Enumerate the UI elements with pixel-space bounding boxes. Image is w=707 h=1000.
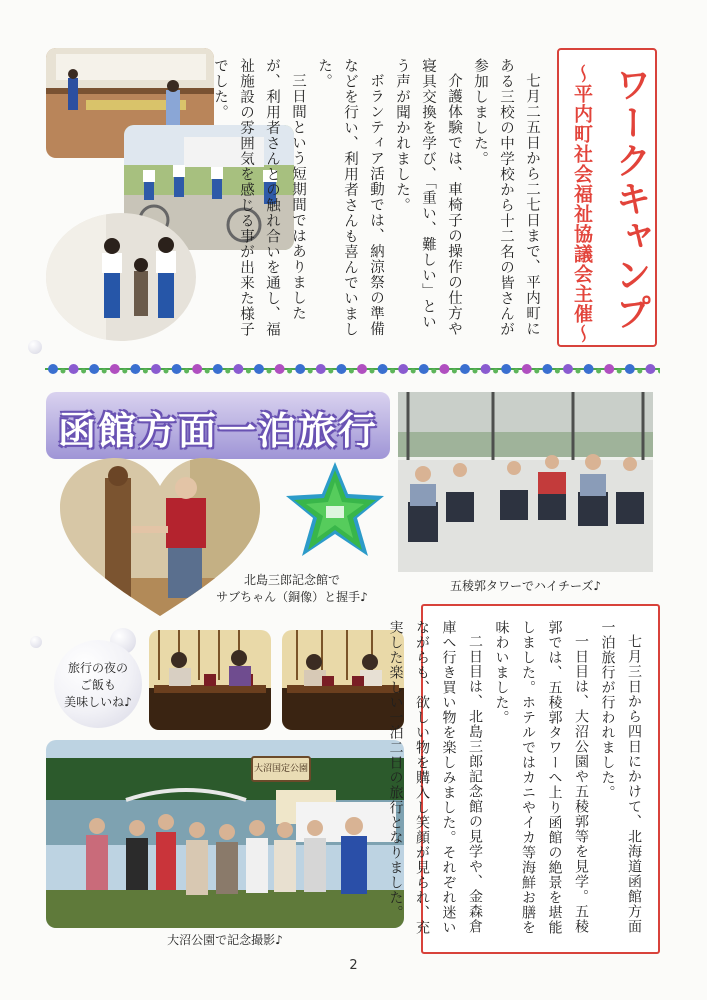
leaf-decoration [349, 369, 354, 374]
flower-decoration [254, 364, 264, 374]
work-camp-paragraph: 三日間という短期間ではありましたが、利用者さんとの触れ合いを通し、福祉施設の雰囲気を感じる事が出来た様子でした。 [212, 58, 306, 337]
leaf-decoration [473, 369, 478, 374]
flower-decoration [398, 364, 408, 374]
leaf-decoration [452, 369, 457, 374]
trip-paragraph: 二日目は、北島三郎記念館の見学や、金森倉庫へ行き買い物を楽しみました。それぞれ迷いながらも、欲しい物を購入し笑顔が見られ、充実した楽しい一泊二日の旅行となりました。 [387, 620, 483, 935]
work-camp-subtitle: ～平内町社会福祉協議会主催～ [571, 64, 593, 344]
leaf-decoration [617, 369, 622, 374]
trip-body [387, 620, 647, 938]
leaf-decoration [596, 369, 601, 374]
page-number: 2 [349, 958, 358, 973]
flower-decoration [89, 364, 99, 374]
leaf-decoration [514, 369, 519, 374]
bubble-deco [28, 340, 42, 354]
flower-decoration [584, 364, 594, 374]
leaf-decoration [431, 369, 436, 374]
flower-decoration [295, 364, 305, 374]
leaf-decoration [267, 369, 272, 374]
flower-decoration [645, 364, 655, 374]
flower-decoration [378, 364, 388, 374]
flower-decoration [460, 364, 470, 374]
flower-decoration [419, 364, 429, 374]
trip-paragraph: 七月三日から四日にかけて、北海道函館方面一泊旅行が行われました。 [599, 620, 642, 934]
work-camp-body [212, 58, 545, 343]
leaf-decoration [61, 369, 66, 374]
flower-decoration [439, 364, 449, 374]
flower-decoration [563, 364, 573, 374]
flower-decoration [357, 364, 367, 374]
leaf-decoration [370, 369, 375, 374]
leaf-decoration [534, 369, 539, 374]
leaf-decoration [246, 369, 251, 374]
flower-decoration [69, 364, 79, 374]
flower-decoration [275, 364, 285, 374]
leaf-decoration [205, 369, 210, 374]
leaf-decoration [328, 369, 333, 374]
flower-decoration [233, 364, 243, 374]
tower-photo [398, 392, 653, 572]
leaf-decoration [308, 369, 313, 374]
park-caption: 大沼公園で記念撮影♪ [167, 933, 283, 947]
work-camp-paragraph: ボランティア活動では、納涼祭の準備などを行い、利用者さんも喜んでいました。 [316, 58, 384, 337]
bedmaking-photo [46, 213, 196, 341]
flower-decoration [522, 364, 532, 374]
work-camp-paragraph: 介護体験では、車椅子の操作の仕方や寝具交換を学び、「重い、難しい」という声が聞かれました。 [394, 58, 462, 336]
dinner-bubble [54, 640, 142, 728]
flower-decoration [625, 364, 635, 374]
leaf-decoration [122, 369, 127, 374]
work-camp-title: ワークキャンプ [610, 66, 651, 332]
flower-decoration [172, 364, 182, 374]
bubble-deco [30, 636, 42, 648]
leaf-decoration [637, 369, 642, 374]
flower-decoration [316, 364, 326, 374]
statue-caption: 北島三郎記念館で サブちゃん（銅像）と握手♪ [216, 573, 368, 604]
flower-decoration [604, 364, 614, 374]
flower-decoration [151, 364, 161, 374]
flower-divider [45, 362, 660, 376]
leaf-decoration [493, 369, 498, 374]
trip-banner-title: 函館方面一泊旅行 [57, 409, 378, 453]
leaf-decoration [143, 369, 148, 374]
leaf-decoration [225, 369, 230, 374]
leaf-decoration [184, 369, 189, 374]
leaf-decoration [555, 369, 560, 374]
leaf-decoration [411, 369, 416, 374]
work-camp-paragraph: 七月二五日から二七日まで、平内町にある三校の中学校から十二名の皆さんが参加しました。 [472, 58, 540, 337]
trip-text-box [387, 604, 660, 954]
flower-decoration [110, 364, 120, 374]
dinner-bubble-text: 旅行の夜の ご飯も 美味しいね♪ [64, 661, 132, 709]
flower-decoration [213, 364, 223, 374]
leaf-decoration [576, 369, 581, 374]
trip-banner [46, 392, 390, 459]
flower-decoration [192, 364, 202, 374]
leaf-decoration [164, 369, 169, 374]
flower-decoration [130, 364, 140, 374]
park-sign-text: 大沼国定公園 [253, 764, 308, 774]
flower-decoration [501, 364, 511, 374]
tower-caption: 五稜郭タワーでハイチーズ♪ [449, 579, 602, 593]
park-group-photo [46, 740, 404, 928]
dinner-photo-1 [149, 630, 271, 730]
flower-decoration [542, 364, 552, 374]
leaf-decoration [287, 369, 292, 374]
park-sign [251, 756, 311, 782]
work-camp-title-box [557, 48, 657, 347]
leaf-decoration [102, 369, 107, 374]
leaf-decoration [390, 369, 395, 374]
flower-decoration [336, 364, 346, 374]
trip-paragraph: 一日目は、大沼公園や五稜郭等を見学。五稜郭では、五稜郭タワーへ上り函館の絶景を堪能しました。ホテルではカニやイカ等海鮮お膳を味わいました。 [493, 620, 589, 935]
leaf-decoration [81, 369, 86, 374]
goryokaku-illustration [280, 458, 390, 568]
flower-decoration [48, 364, 58, 374]
flower-decoration [481, 364, 491, 374]
